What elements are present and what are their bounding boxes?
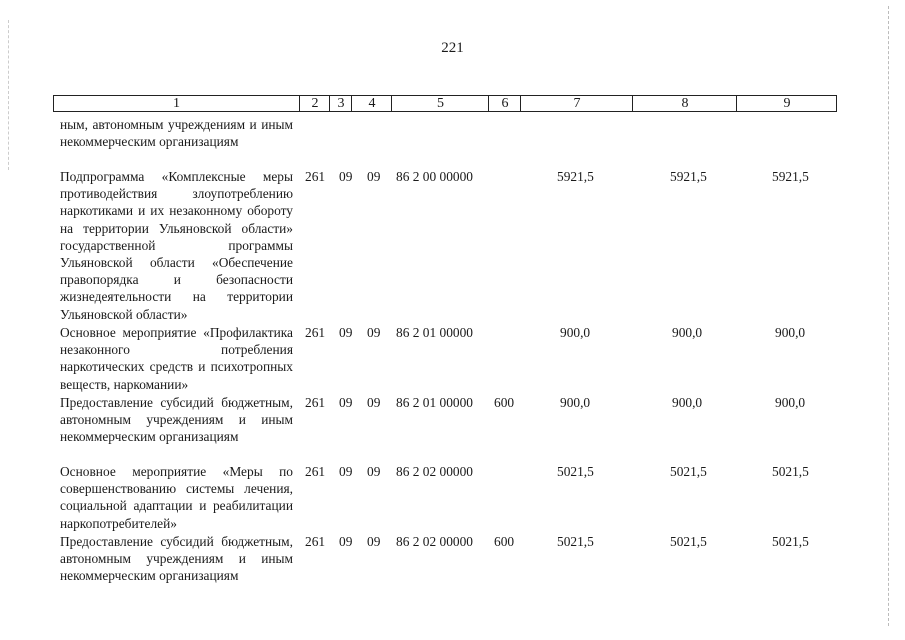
row-5-col-7: 5021,5	[557, 534, 594, 549]
row-1-col-9: 5921,5	[772, 169, 809, 184]
header-col-5: 5	[391, 96, 489, 111]
row-0-description: ным, автономным учреждениям и иным некоммерческим организациям	[60, 117, 293, 150]
table-header-row	[53, 95, 837, 112]
row-2-col-2: 261	[305, 325, 326, 340]
row-1-col-7: 5921,5	[557, 169, 594, 184]
header-col-6: 6	[488, 96, 521, 111]
scan-edge-right	[887, 6, 889, 626]
row-1-col-3: 09	[339, 169, 353, 184]
row-5-col-8: 5021,5	[670, 534, 707, 549]
row-4-col-7: 5021,5	[557, 464, 594, 479]
row-3-description: Предоставление субсидий бюджетным, автономным учреждениям и иным некоммерческим организациям	[60, 395, 293, 445]
row-3-col-8: 900,0	[672, 395, 703, 410]
header-col-8: 8	[632, 96, 737, 111]
row-5-col-3: 09	[339, 534, 353, 549]
row-3-col-3: 09	[339, 395, 353, 410]
header-col-3: 3	[329, 96, 352, 111]
row-3-col-4: 09	[367, 395, 381, 410]
header-col-1: 1	[173, 96, 180, 111]
row-3-col-7: 900,0	[560, 395, 591, 410]
row-1-col-2: 261	[305, 169, 326, 184]
row-5-col-9: 5021,5	[772, 534, 809, 549]
row-1-col-8: 5921,5	[670, 169, 707, 184]
row-2-col-5: 86 2 01 00000	[396, 325, 473, 340]
row-4-col-5: 86 2 02 00000	[396, 464, 473, 479]
row-5-col-2: 261	[305, 534, 326, 549]
row-1-col-4: 09	[367, 169, 381, 184]
page-number: 221	[441, 40, 464, 56]
row-4-col-9: 5021,5	[772, 464, 809, 479]
row-5-col-6: 600	[494, 534, 515, 549]
row-1-description: Подпрограмма «Комплексные меры противодействия злоупотреблению наркотиками и их незаконному обороту на территории Ульяновской области» государственной программы Ульяновской области «Обеспечение правопорядка и безопасности жизнедеятельности на территории Ульяновской области»	[60, 169, 293, 322]
row-5-description: Предоставление субсидий бюджетным, автономным учреждениям и иным некоммерческим организациям	[60, 534, 293, 584]
row-4-col-3: 09	[339, 464, 353, 479]
row-5-col-4: 09	[367, 534, 381, 549]
row-2-description: Основное мероприятие «Профилактика незаконного потребления наркотических средств и психотропных веществ, наркомании»	[60, 325, 293, 392]
row-4-col-8: 5021,5	[670, 464, 707, 479]
row-4-col-2: 261	[305, 464, 326, 479]
row-2-col-3: 09	[339, 325, 353, 340]
row-3-col-5: 86 2 01 00000	[396, 395, 473, 410]
row-3-col-2: 261	[305, 395, 326, 410]
row-2-col-7: 900,0	[560, 325, 591, 340]
header-col-2: 2	[299, 96, 330, 111]
row-3-col-6: 600	[494, 395, 515, 410]
row-3-col-9: 900,0	[775, 395, 806, 410]
header-col-9: 9	[736, 96, 837, 111]
row-2-col-8: 900,0	[672, 325, 703, 340]
row-5-col-5: 86 2 02 00000	[396, 534, 473, 549]
row-1-col-5: 86 2 00 00000	[396, 169, 473, 184]
header-col-4: 4	[351, 96, 392, 111]
header-col-7: 7	[520, 96, 633, 111]
row-4-col-4: 09	[367, 464, 381, 479]
row-2-col-9: 900,0	[775, 325, 806, 340]
row-2-col-4: 09	[367, 325, 381, 340]
row-4-description: Основное мероприятие «Меры по совершенствованию системы лечения, социальной адаптации и реабилитации наркопотребителей»	[60, 464, 293, 531]
